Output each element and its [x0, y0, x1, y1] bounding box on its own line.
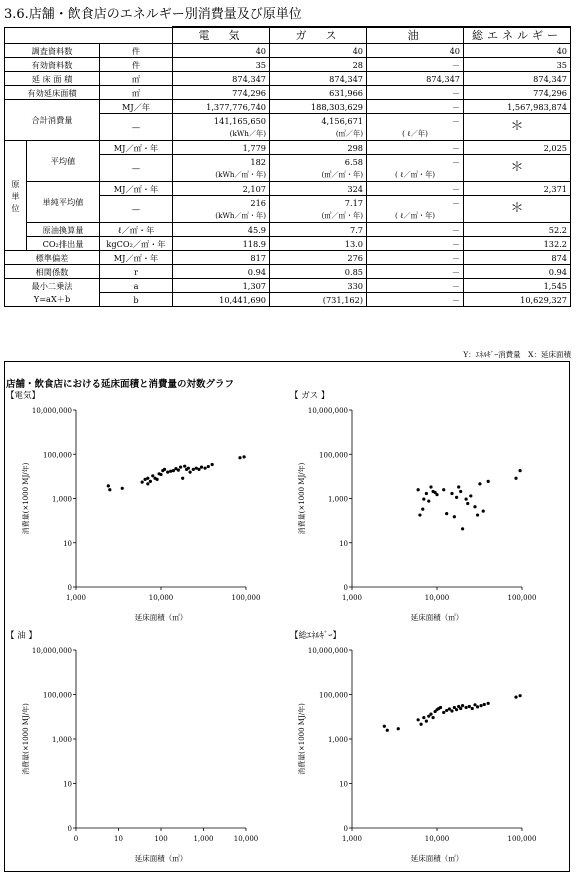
cell-total: 874	[464, 251, 571, 265]
unit-electricity: (kWh／㎡・年)	[173, 168, 270, 182]
data-point	[238, 456, 241, 459]
data-point	[417, 718, 420, 721]
table-row	[5, 86, 571, 100]
x-tick-label: 100	[154, 835, 168, 843]
data-point	[419, 723, 422, 726]
data-point	[445, 512, 448, 515]
data-point	[151, 474, 154, 477]
y-tick-label: 0	[343, 825, 348, 833]
chart-title: 【総ｴﾈﾙｷﾞｰ】	[290, 631, 342, 641]
header-row	[5, 27, 571, 44]
data-point	[203, 467, 206, 470]
y-tick-label: 10	[339, 780, 348, 789]
cell-oil: －	[367, 196, 464, 210]
row-label: 相関係数	[5, 265, 100, 279]
header-oil: 油	[367, 27, 464, 44]
data-point	[195, 467, 198, 470]
data-point	[442, 488, 445, 491]
cell-electricity: 1,377,776,740	[173, 100, 270, 114]
header-total: 総エネルギー	[464, 27, 571, 44]
cell-oil: －	[367, 58, 464, 72]
row-unit: r	[100, 265, 173, 279]
y-tick-label: 1,000	[327, 736, 348, 744]
row-unit: kgCO₂／㎡・年	[100, 237, 173, 251]
y-tick-label: 100,000	[43, 691, 72, 700]
data-point	[448, 707, 451, 710]
data-point	[461, 704, 464, 707]
data-point	[386, 729, 389, 732]
data-point	[442, 711, 445, 714]
group-label	[5, 141, 27, 251]
data-point	[163, 468, 166, 471]
row-unit: 件	[100, 44, 173, 58]
y-tick-label: 1,000	[327, 495, 348, 504]
data-point	[169, 470, 172, 473]
row-label: 有効延床面積	[5, 86, 100, 100]
cell-oil: －	[367, 223, 464, 237]
y-tick-label: 0	[343, 584, 348, 592]
cell-oil: －	[367, 114, 464, 128]
data-point	[487, 702, 490, 705]
data-point	[397, 727, 400, 730]
row-unit: MJ／㎡・年	[100, 141, 173, 155]
table-row	[5, 141, 571, 155]
y-tick-label: 10	[63, 539, 72, 548]
cell-gas: 276	[270, 251, 367, 265]
cell-total: 1,567,983,874	[464, 100, 571, 114]
cell-gas: 324	[270, 182, 367, 196]
row-unit: MJ／年	[100, 100, 173, 114]
data-point	[143, 478, 146, 481]
cell-gas: 28	[270, 58, 367, 72]
data-point	[519, 469, 522, 472]
table-row	[5, 182, 571, 196]
data-point	[482, 510, 485, 513]
chart-total	[290, 630, 570, 865]
cell-gas: 13.0	[270, 237, 367, 251]
cell-electricity: 118.9	[173, 237, 270, 251]
cell-oil: －	[367, 265, 464, 279]
cell-oil: －	[367, 155, 464, 169]
x-axis-label: 延床面積（㎡）	[134, 854, 188, 863]
data-point	[200, 466, 203, 469]
cell-gas: 330	[270, 279, 367, 293]
cell-gas: 0.85	[270, 265, 367, 279]
data-point	[166, 471, 169, 474]
table-row	[5, 265, 571, 279]
cell-electricity: 774,296	[173, 86, 270, 100]
data-point	[514, 696, 517, 699]
cell-gas: 7.7	[270, 223, 367, 237]
row-label: CO₂排出量	[27, 237, 100, 251]
data-point	[211, 463, 214, 466]
data-point	[159, 473, 162, 476]
x-axis-label: 延床面積（㎡）	[134, 613, 188, 622]
data-point	[141, 481, 144, 484]
data-point	[466, 502, 469, 505]
unit-gas: (㎥／㎡・年)	[270, 168, 367, 182]
cell-total: 2,025	[464, 141, 571, 155]
data-point	[197, 468, 200, 471]
x-tick-label: 100,000	[507, 594, 537, 602]
chart-gas	[290, 390, 570, 622]
row-unit: 件	[100, 58, 173, 72]
data-point	[429, 713, 432, 716]
data-point	[453, 515, 456, 518]
row-label: Y=aX＋b	[5, 293, 100, 307]
row-unit: b	[100, 293, 173, 307]
cell-electricity: 141,165,650	[173, 114, 270, 128]
unit-electricity: (kWh／㎡・年)	[173, 209, 270, 223]
cell-gas: 40	[270, 44, 367, 58]
cell-total: ＊	[464, 196, 571, 223]
data-point	[177, 468, 180, 471]
row-label: 有効資料数	[5, 58, 100, 72]
data-point	[187, 467, 190, 470]
x-tick-label: 10,000	[424, 594, 450, 602]
x-tick-label: 1,000	[341, 594, 363, 602]
data-point	[476, 513, 479, 516]
chart-electricity	[6, 390, 286, 622]
data-point	[459, 707, 462, 710]
cell-electricity: 10,441,690	[173, 293, 270, 307]
data-point	[473, 505, 476, 508]
table-row	[5, 44, 571, 58]
data-point	[473, 703, 476, 706]
unit-oil: ( ℓ／㎡・年)	[367, 168, 464, 182]
y-axis-label: 消費量(×1000 MJ/年)	[298, 462, 306, 535]
data-point	[425, 719, 428, 722]
chart-oil	[6, 630, 286, 865]
data-point	[422, 497, 425, 500]
header-electricity: 電 気	[173, 27, 270, 44]
x-tick-label: 100,000	[231, 594, 261, 602]
y-tick-label: 10,000,000	[31, 647, 72, 655]
data-point	[179, 466, 182, 469]
legend-note: Y：ｴﾈﾙｷﾞｰ消費量 X：延床面積	[463, 350, 571, 359]
cell-oil: －	[367, 251, 464, 265]
y-tick-label: 1,000	[51, 736, 72, 744]
data-point	[468, 705, 471, 708]
cell-total: 35	[464, 58, 571, 72]
data-point	[479, 704, 482, 707]
x-axis-label: 延床面積（㎡）	[410, 613, 464, 622]
cell-oil: －	[367, 237, 464, 251]
y-axis-label: 消費量(×1000 MJ/年)	[22, 703, 30, 775]
y-tick-label: 10,000,000	[31, 407, 72, 415]
data-point	[519, 694, 522, 697]
row-unit: —	[100, 114, 173, 141]
y-tick-label: 100,000	[43, 451, 72, 460]
cell-gas: 874,347	[270, 72, 367, 86]
table-row	[5, 72, 571, 86]
table-row	[5, 237, 571, 251]
x-tick-label: 10,000	[233, 835, 259, 843]
data-point	[450, 492, 453, 495]
row-unit: ㎡	[100, 72, 173, 86]
cell-gas: 6.58	[270, 155, 367, 169]
data-point	[514, 477, 517, 480]
row-unit: a	[100, 279, 173, 293]
y-tick-label: 10,000,000	[307, 407, 348, 415]
x-tick-label: 0	[73, 835, 79, 843]
x-tick-label: 1,000	[341, 835, 363, 843]
cell-total: 0.94	[464, 265, 571, 279]
data-point	[478, 482, 481, 485]
x-tick-label: 1,000	[193, 835, 214, 843]
row-label: 標準偏差	[5, 251, 100, 265]
cell-total: 10,629,327	[464, 293, 571, 307]
cell-gas: 7.17	[270, 196, 367, 210]
cell-oil: －	[367, 86, 464, 100]
row-unit: —	[100, 196, 173, 223]
data-point	[243, 455, 246, 458]
data-point	[455, 708, 458, 711]
data-point	[421, 508, 424, 511]
data-point	[107, 484, 110, 487]
cell-oil: －	[367, 293, 464, 307]
page-title: 3.6.店舗・飲食店のエネルギー別消費量及び原単位	[4, 7, 302, 22]
data-point	[455, 496, 458, 499]
data-point	[450, 709, 453, 712]
data-point	[422, 716, 425, 719]
cell-total: 874,347	[464, 72, 571, 86]
row-unit: ㎡	[100, 86, 173, 100]
table-row	[5, 293, 571, 307]
cell-oil: －	[367, 141, 464, 155]
chart-title: 【電気】	[6, 391, 41, 401]
cell-total: ＊	[464, 155, 571, 182]
header-gas: ガ ス	[270, 27, 367, 44]
cell-electricity: 1,779	[173, 141, 270, 155]
row-label: 調査資料数	[5, 44, 100, 58]
chart-title: 【 ガス 】	[290, 391, 330, 401]
data-point	[483, 703, 486, 706]
data-point	[432, 716, 435, 719]
y-tick-label: 100,000	[319, 691, 348, 700]
cell-gas: 631,966	[270, 86, 367, 100]
row-label: 平均値	[27, 141, 100, 182]
row-unit: MJ／㎡・年	[100, 182, 173, 196]
data-point	[469, 494, 472, 497]
cell-total: 1,545	[464, 279, 571, 293]
cell-electricity: 1,307	[173, 279, 270, 293]
data-point	[487, 480, 490, 483]
unit-oil: ( ℓ／年)	[367, 127, 464, 141]
row-unit: ℓ／㎡・年	[100, 223, 173, 237]
x-tick-label: 100,000	[507, 835, 537, 843]
x-tick-label: 10	[114, 835, 123, 843]
cell-electricity: 817	[173, 251, 270, 265]
data-point	[461, 527, 464, 530]
y-axis-label: 消費量(×1000 MJ/年)	[22, 462, 30, 535]
data-point	[457, 485, 460, 488]
data-point	[146, 477, 149, 480]
row-unit: —	[100, 155, 173, 182]
y-tick-label: 0	[67, 584, 72, 592]
data-point	[189, 471, 192, 474]
cell-gas: 298	[270, 141, 367, 155]
data-point	[427, 499, 430, 502]
table-row	[5, 100, 571, 114]
row-label: 原油換算量	[27, 223, 100, 237]
x-tick-label: 10,000	[424, 835, 450, 843]
cell-gas: 188,303,629	[270, 100, 367, 114]
cell-electricity: 182	[173, 155, 270, 169]
table-row	[5, 223, 571, 237]
y-tick-label: 10	[63, 780, 72, 789]
y-axis-label: 消費量(×1000 MJ/年)	[298, 703, 306, 775]
unit-electricity: (kWh／年)	[173, 127, 270, 141]
cell-total: 52.2	[464, 223, 571, 237]
cell-oil: －	[367, 182, 464, 196]
cell-electricity: 2,107	[173, 182, 270, 196]
cell-oil: －	[367, 279, 464, 293]
y-tick-label: 100,000	[319, 451, 348, 460]
cell-total: ＊	[464, 114, 571, 141]
graphs-title: 店舗・飲食店における延床面積と消費量の対数グラフ	[6, 379, 235, 390]
row-label: 単純平均値	[27, 182, 100, 223]
cell-oil: 874,347	[367, 72, 464, 86]
data-point	[383, 725, 386, 728]
data-point	[445, 709, 448, 712]
data-point	[476, 705, 479, 708]
group-label-text: 原単位	[11, 178, 20, 213]
data-point	[121, 487, 124, 490]
data-point	[465, 706, 468, 709]
table-row	[5, 58, 571, 72]
data-point	[183, 465, 186, 468]
data-point	[429, 485, 432, 488]
data-point	[108, 488, 111, 491]
data-point	[417, 488, 420, 491]
unit-oil: ( ℓ／㎡・年)	[367, 209, 464, 223]
x-tick-label: 10,000	[148, 594, 174, 602]
data-point	[172, 469, 175, 472]
cell-total: 2,371	[464, 182, 571, 196]
data-point	[471, 707, 474, 710]
cell-electricity: 874,347	[173, 72, 270, 86]
y-tick-label: 0	[67, 825, 72, 833]
cell-total: 132.2	[464, 237, 571, 251]
cell-oil: 40	[367, 44, 464, 58]
data-point	[192, 468, 195, 471]
data-point	[425, 492, 428, 495]
cell-total: 774,296	[464, 86, 571, 100]
row-label: 合計消費量	[5, 100, 100, 141]
unit-gas: (㎥／㎡・年)	[270, 209, 367, 223]
data-point	[156, 478, 159, 481]
data-point	[459, 490, 462, 493]
chart-title: 【 油 】	[6, 631, 37, 641]
table-row	[5, 251, 571, 265]
data-point	[181, 477, 184, 480]
cell-electricity: 35	[173, 58, 270, 72]
data-point	[439, 706, 442, 709]
unit-gas: (㎥／年)	[270, 127, 367, 141]
header-blank	[5, 27, 173, 44]
y-tick-label: 10	[339, 539, 348, 548]
cell-total: 40	[464, 44, 571, 58]
row-label: 延 床 面 積	[5, 72, 100, 86]
row-unit: MJ／㎡・年	[100, 251, 173, 265]
data-point	[418, 513, 421, 516]
y-tick-label: 1,000	[51, 495, 72, 504]
cell-electricity: 216	[173, 196, 270, 210]
x-tick-label: 1,000	[65, 594, 87, 602]
data-point	[207, 465, 210, 468]
x-axis-label: 延床面積（㎡）	[410, 854, 464, 863]
data-point	[146, 482, 149, 485]
data-point	[435, 493, 438, 496]
cell-electricity: 40	[173, 44, 270, 58]
y-tick-label: 10,000,000	[307, 647, 348, 655]
cell-electricity: 0.94	[173, 265, 270, 279]
data-point	[149, 480, 152, 483]
data-point	[465, 497, 468, 500]
cell-electricity: 45.9	[173, 223, 270, 237]
cell-gas: (731,162)	[270, 293, 367, 307]
cell-oil: －	[367, 100, 464, 114]
cell-gas: 4,156,671	[270, 114, 367, 128]
table-row	[5, 279, 571, 293]
row-label: 最小二乗法	[5, 279, 100, 293]
energy-table	[4, 26, 571, 307]
